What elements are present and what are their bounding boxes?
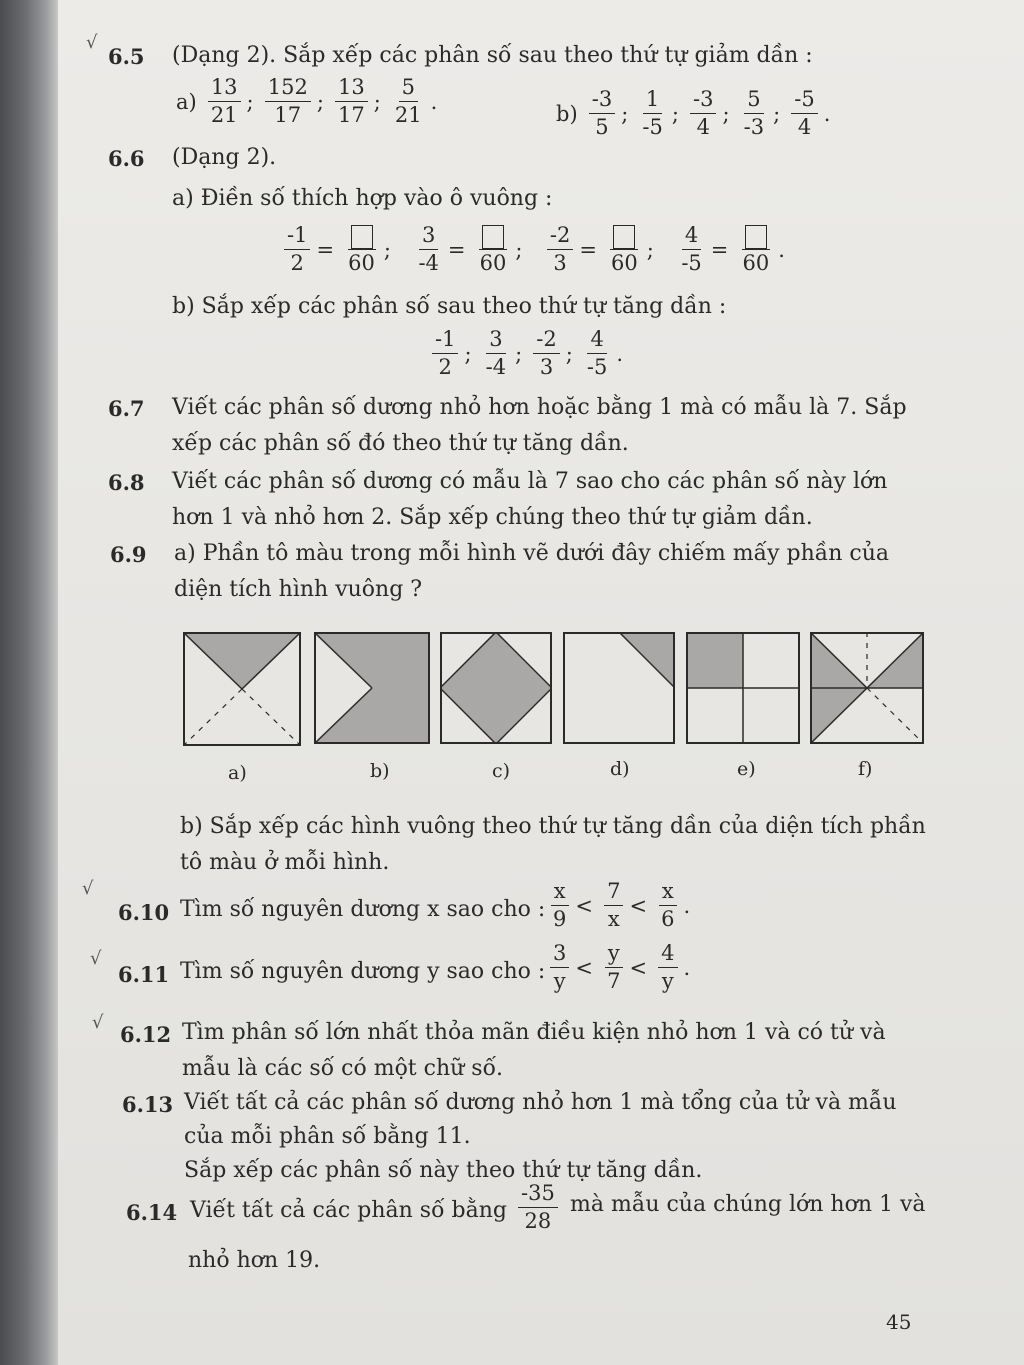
problem-text: a) Phần tô màu trong mỗi hình vẽ dưới đây chiếm mấy phần của <box>174 541 890 566</box>
problem-text: mẫu là các số có một chữ số. <box>182 1056 504 1081</box>
figure-label: b) <box>370 760 390 782</box>
blank-fraction: 60 <box>608 222 641 277</box>
fill-in-equations: $\frac{-1}{2}$ = 60 ; $\frac{3}{-4}$ = 60 ; $\frac{-2}{3}$ = 60 ; $\frac{4}{-5}$ = 60 . <box>282 222 789 277</box>
square-figure-a <box>183 632 301 746</box>
problem-text: Sắp xếp các phân số này theo thứ tự tăng dần. <box>184 1158 703 1183</box>
fraction: $\frac{5}{-3}$ <box>743 87 765 139</box>
check-mark: √ <box>82 878 94 899</box>
fraction-list-a: a) $\frac{13}{21}$ ; $\frac{152}{17}$ ; $\frac{13}{17}$ ; $\frac{5}{21}$ . <box>176 75 438 127</box>
problem-number: 6.8 <box>108 470 145 495</box>
problem-text: (Dạng 2). <box>172 145 277 170</box>
problem-number: 6.6 <box>108 146 145 171</box>
problem-text: Tìm số nguyên dương x sao cho : <box>180 897 546 922</box>
problem-text: (Dạng 2). Sắp xếp các phân số sau theo thứ tự giảm dần : <box>172 43 813 68</box>
square-figure-b <box>314 632 430 744</box>
answer-box[interactable] <box>351 225 373 249</box>
square-figure-d <box>563 632 675 744</box>
problem-text: xếp các phân số đó theo thứ tự tăng dần. <box>172 431 629 456</box>
blank-fraction: 60 <box>739 222 772 277</box>
problem-text: diện tích hình vuông ? <box>174 577 423 602</box>
problem-text: Tìm số nguyên dương y sao cho : <box>180 959 546 984</box>
problem-number: 6.12 <box>120 1022 172 1047</box>
fraction: $\frac{-2}{3}$ <box>533 326 559 381</box>
fraction: $\frac{3}{-4}$ <box>418 223 439 275</box>
item-label: b) <box>556 101 578 126</box>
fraction: $\frac{x}{6}$ <box>658 878 677 933</box>
fraction: $\frac{3}{-4}$ <box>485 327 507 379</box>
figure-label: c) <box>492 760 511 782</box>
answer-box[interactable] <box>613 225 635 249</box>
problem-number: 6.5 <box>108 44 145 69</box>
fraction: $\frac{x}{9}$ <box>550 878 569 933</box>
fraction: $\frac{-5}{4}$ <box>791 86 817 141</box>
figure-label: a) <box>228 762 247 784</box>
fraction: $\frac{-2}{3}$ <box>547 222 573 277</box>
problem-text: mà mẫu của chúng lớn hơn 1 và <box>570 1192 926 1217</box>
problem-subtext: a) Điền số thích hợp vào ô vuông : <box>172 186 553 211</box>
problem-number: 6.13 <box>122 1092 174 1117</box>
check-mark: √ <box>90 948 102 969</box>
square-figure-e <box>686 632 800 744</box>
figure-label: d) <box>610 758 630 780</box>
inequality: $\frac{x}{9}$ < $\frac{7}{x}$ < $\frac{x}{6}$ . <box>548 878 694 933</box>
fraction: $\frac{13}{21}$ <box>208 74 241 129</box>
problem-subtext: tô màu ở mỗi hình. <box>180 850 390 875</box>
fraction: $\frac{-3}{4}$ <box>690 86 716 141</box>
square-figure-c <box>440 632 552 744</box>
fraction: $\frac{4}{-5}$ <box>681 223 702 275</box>
problem-number: 6.7 <box>108 396 145 421</box>
problem-text: Tìm phân số lớn nhất thỏa mãn điều kiện nhỏ hơn 1 và có tử và <box>182 1020 886 1045</box>
problem-text: Viết tất cả các phân số dương nhỏ hơn 1 mà tổng của tử và mẫu <box>184 1090 897 1115</box>
fraction: $\frac{-3}{5}$ <box>589 86 615 141</box>
answer-box[interactable] <box>745 225 767 249</box>
problem-number: 6.11 <box>118 962 170 987</box>
problem-text: Viết các phân số dương có mẫu là 7 sao cho các phân số này lớn <box>172 469 888 494</box>
problem-text: hơn 1 và nhỏ hơn 2. Sắp xếp chúng theo thứ tự giảm dần. <box>172 505 813 530</box>
problem-number: 6.10 <box>118 900 170 925</box>
inequality: $\frac{3}{y}$ < $\frac{y}{7}$ < $\frac{4}{y}$ . <box>548 940 694 995</box>
fraction: $\frac{3}{y}$ <box>550 940 569 995</box>
fraction: $\frac{5}{21}$ <box>394 75 422 127</box>
fraction: $\frac{7}{x}$ <box>604 878 623 933</box>
square-figure-f <box>810 632 924 744</box>
check-mark: √ <box>92 1012 104 1033</box>
item-label: a) <box>176 89 197 114</box>
fraction-list-b: b) $\frac{-3}{5}$ ; $\frac{1}{-5}$ ; $\frac{-3}{4}$ ; $\frac{5}{-3}$ ; $\frac{-5}{4}$ . <box>556 87 831 139</box>
blank-fraction: 60 <box>345 222 378 277</box>
problem-subtext: b) Sắp xếp các hình vuông theo thứ tự tăng dần của diện tích phần <box>180 814 926 839</box>
problem-subtext: b) Sắp xếp các phân số sau theo thứ tự tăng dần : <box>172 294 727 319</box>
page-number: 45 <box>886 1310 912 1334</box>
fraction: $\frac{4}{y}$ <box>658 940 677 995</box>
problem-number: 6.14 <box>126 1200 178 1225</box>
fraction: $\frac{152}{17}$ <box>265 74 311 129</box>
fraction: $\frac{13}{17}$ <box>335 74 368 129</box>
answer-box[interactable] <box>482 225 504 249</box>
fraction: $\frac{-1}{2}$ <box>432 326 458 381</box>
book-gutter <box>0 0 58 1365</box>
fraction-list: $\frac{-1}{2}$ ; $\frac{3}{-4}$ ; $\frac{-2}{3}$ ; $\frac{4}{-5}$ . <box>430 326 627 381</box>
fraction: $\frac{-1}{2}$ <box>284 222 310 277</box>
figure-label: e) <box>737 758 756 780</box>
check-mark: √ <box>86 32 98 53</box>
fraction: $\frac{y}{7}$ <box>604 940 623 995</box>
figure-label: f) <box>858 758 873 780</box>
problem-text: nhỏ hơn 19. <box>188 1248 321 1273</box>
problem-text: Viết tất cả các phân số bằng <box>190 1198 507 1223</box>
blank-fraction: 60 <box>477 222 510 277</box>
fraction: $\frac{1}{-5}$ <box>642 87 663 139</box>
fraction: $\frac{4}{-5}$ <box>586 327 608 379</box>
problem-text: của mỗi phân số bằng 11. <box>184 1124 471 1149</box>
problem-number: 6.9 <box>110 542 147 567</box>
fraction: $\frac{-35}{28}$ <box>516 1180 560 1235</box>
problem-text: Viết các phân số dương nhỏ hơn hoặc bằng 1 mà có mẫu là 7. Sắp <box>172 395 907 420</box>
